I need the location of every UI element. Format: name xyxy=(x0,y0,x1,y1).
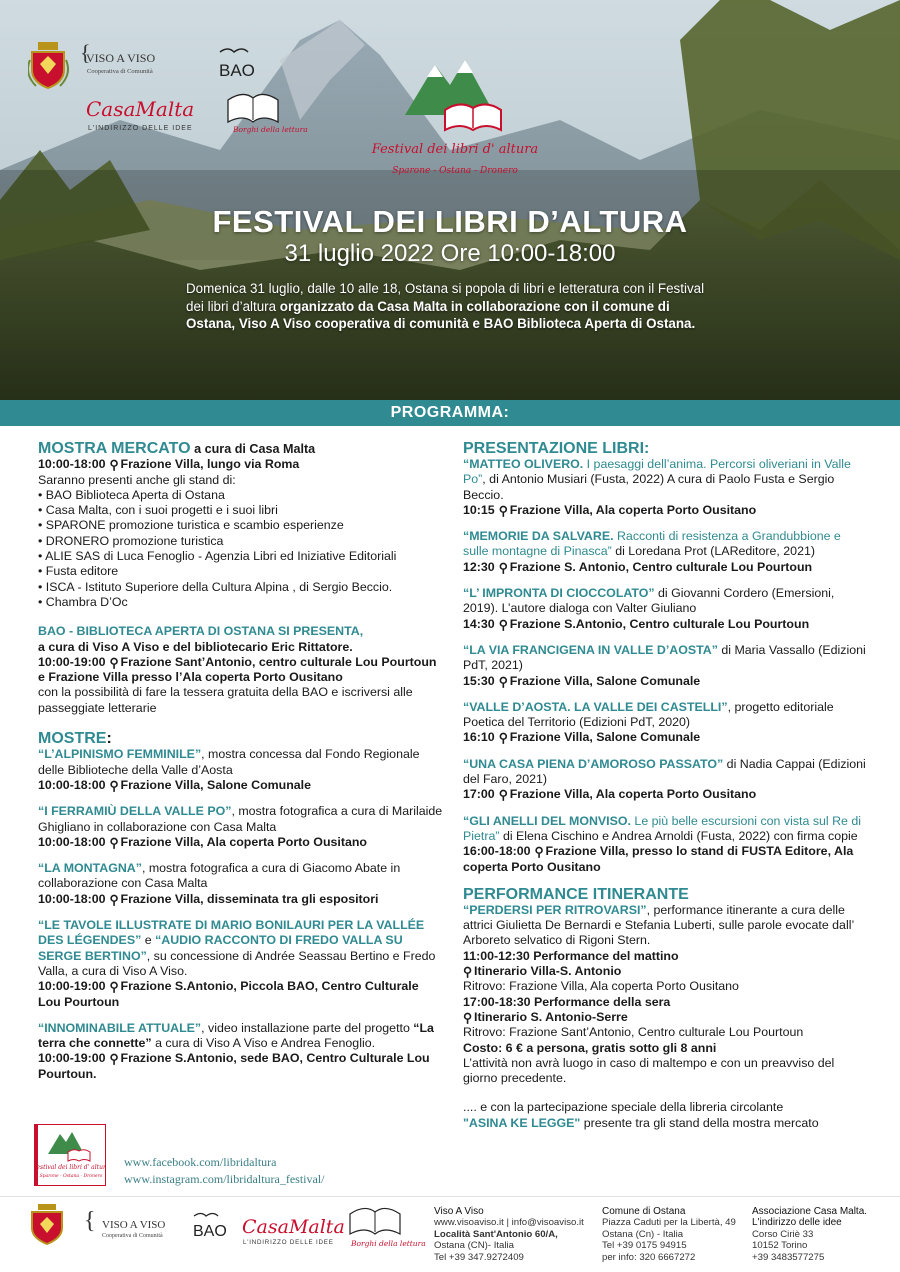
book-item: “VALLE D’AOSTA. LA VALLE DEI CASTELLI”, progetto editoriale Poetica del Territorio (Edizioni PdT, 2020) 16:10 ⚲ Frazione Villa, Salone Comunale xyxy=(463,699,834,746)
social-links xyxy=(124,1154,325,1188)
list-item: • BAO Biblioteca Aperta di Ostana xyxy=(38,487,225,502)
svg-text:CasaMalta: CasaMalta xyxy=(242,1216,345,1238)
book-icon xyxy=(350,1208,400,1234)
event-date: 31 luglio 2022 Ore 10:00-18:00 xyxy=(284,240,616,267)
section-title: MOSTRA MERCATO xyxy=(38,440,191,457)
map-pin-icon: ⚲ xyxy=(463,1010,473,1025)
festival-small-logo xyxy=(34,1124,106,1186)
footer-logos-graphic xyxy=(28,1200,428,1260)
svg-text:Cooperativa di Comunità: Cooperativa di Comunità xyxy=(87,68,153,75)
svg-text:L'INDIRIZZO DELLE IDEE: L'INDIRIZZO DELLE IDEE xyxy=(243,1239,334,1246)
svg-text:Sparone - Ostana - Dronero: Sparone - Ostana - Dronero xyxy=(39,1174,103,1179)
map-pin-icon: ⚲ xyxy=(109,1052,119,1067)
stand-list xyxy=(38,488,443,610)
svg-text:Borghi della lettura: Borghi della lettura xyxy=(351,1239,426,1248)
festival-mountain-book-icon xyxy=(355,55,555,185)
map-pin-icon: ⚲ xyxy=(498,674,508,689)
section-title: MOSTRE xyxy=(38,730,107,748)
list-item: • Chambra D’Oc xyxy=(38,594,128,609)
list-item: • Fusta editore xyxy=(38,564,119,579)
book-item: “MEMORIE DA SALVARE. Racconti di resistenza a Grandubbione e sulle montagne di Pinasca” di Loredana Prot (LAReditore, 2021) 12:30 ⚲ Frazione S. Antonio, Centro culturale Lou Pourtoun xyxy=(463,529,841,575)
book-item: “LA VIA FRANCIGENA IN VALLE D’AOSTA” di Maria Vassallo (Edizioni PdT, 2021) 15:30 ⚲ Frazione Villa, Salone Comunale xyxy=(463,642,866,689)
mostra-item: “INNOMINABILE ATTUALE”, video installazione parte del progetto “La terra che connette” a cura di Viso A Viso e Andrea Fenoglio. 10:00-19:00 ⚲ Frazione S.Antonio, sede BAO, Centro Culturale Lou Pourtoun. xyxy=(38,1020,434,1081)
festival-logo xyxy=(355,55,555,185)
svg-text:VISO A VISO: VISO A VISO xyxy=(86,51,156,65)
facebook-link[interactable]: www.facebook.com/libridaltura xyxy=(124,1155,277,1169)
map-pin-icon: ⚲ xyxy=(498,731,508,746)
section-title: PRESENTAZIONE LIBRI: xyxy=(463,440,650,457)
mostra-item: “L’ALPINISMO FEMMINILE”, mostra concessa dal Fondo Regionale delle Biblioteche della Valle d’Aosta 10:00-18:00 ⚲ Frazione Villa, Salone Comunale xyxy=(38,747,420,793)
map-pin-icon: ⚲ xyxy=(109,778,119,793)
list-item: • Casa Malta, con i suoi progetti e i suoi libri xyxy=(38,503,278,518)
book-icon xyxy=(228,94,278,122)
contact-casa-malta: Associazione Casa Malta. L'indirizzo delle idee Corso Ciriè 33 10152 Torino +39 3483577275 xyxy=(752,1206,868,1263)
contact-viso-a-viso: Viso A Viso www.visoaviso.it | info@visoaviso.it Località Sant'Antonio 60/A, Ostana (CN)- Italia Tel +39 347.9272409 xyxy=(434,1206,584,1263)
page-title: FESTIVAL DEI LIBRI D’ALTURA xyxy=(212,204,688,239)
mostra-item: “LE TAVOLE ILLUSTRATE DI MARIO BONILAURI PER LA VALLÉE DES LÉGENDES” e “AUDIO RACCONTO DI FREDO VALLA SU SERGE BERTINO”, su concessione di Andrée Seassau Bertino e Fredo Valla, a cura di Viso A Viso. 10:00-19:00 ⚲ Frazione S.Antonio, Piccola BAO, Centro Culturale Lou Pourtoun xyxy=(38,918,436,1009)
svg-text:{: { xyxy=(80,40,91,65)
contact-comune-ostana: Comune di Ostana Piazza Caduti per la Libertà, 49 Ostana (Cn) - Italia Tel +39 0175 94915 per info: 320 6667272 xyxy=(602,1206,736,1263)
map-pin-icon: ⚲ xyxy=(498,503,508,518)
intro-text: Domenica 31 luglio, dalle 10 alle 18, Ostana si popola di libri e letteratura con il Festival dei libri d’altura organizzato da Casa Malta in collaborazione con il comune di Ostana, Viso A Viso cooperativa di comunità e BAO Biblioteca Aperta di Ostana. xyxy=(186,281,705,331)
svg-text:VISO A VISO: VISO A VISO xyxy=(102,1219,166,1231)
right-column xyxy=(463,440,868,1131)
svg-text:L'INDIRIZZO DELLE IDEE: L'INDIRIZZO DELLE IDEE xyxy=(88,125,193,132)
map-pin-icon: ⚲ xyxy=(109,835,119,850)
footer-partner-logos xyxy=(28,1200,428,1260)
list-item: • DRONERO promozione turistica xyxy=(38,533,224,548)
instagram-link[interactable]: www.instagram.com/libridaltura_festival/ xyxy=(124,1172,325,1186)
list-item: • ALIE SAS di Luca Fenoglio - Agenzia Libri ed Iniziative Editoriali xyxy=(38,549,397,564)
svg-text:BAO: BAO xyxy=(219,61,255,80)
book-item: “MATTEO OLIVERO. I paesaggi dell’anima. Percorsi oliveriani in Valle Po”, di Antonio Musiari (Fusta, 2022) A cura di Paolo Fusta e Sergio Beccio. 10:15 ⚲ Frazione Villa, Ala coperta Porto Ousitano xyxy=(463,457,851,518)
mostra-item: “LA MONTAGNA”, mostra fotografica a cura di Giacomo Abate in collaborazione con Casa Malta 10:00-18:00 ⚲ Frazione Villa, disseminata tra gli espositori xyxy=(38,861,401,907)
map-pin-icon: ⚲ xyxy=(463,965,473,980)
book-item: “GLI ANELLI DEL MONVISO. Le più belle escursioni con vista sul Re di Pietra” di Elena Cischino e Andrea Arnoldi (Fusta, 2022) con firma copie 16:00-18:00 ⚲ Frazione Villa, presso lo stand di FUSTA Editore, Ala coperta Porto Ousitano xyxy=(463,813,862,874)
performance-section: PERFORMANCE ITINERANTE “PERDERSI PER RITROVARSI”, performance itinerante a cura delle attrici Giulietta De Bernardi e Stefania Luberti, sulle parole evocate dall’ Arboreto selvatico di Rigoni Stern. 11:00-12:30 Performance del mattino ⚲ Itinerario Villa-S. Antonio Ritrovo: Frazione Villa, Ala coperta Porto Ousitano 17:00-18:30 Performance della sera ⚲ Itinerario S. Antonio-Serre Ritrovo: Frazione Sant’Antonio, Centro culturale Lou Pourtoun Costo: 6 € a persona, gratis sotto gli 8 anni L’attività non avrà luogo in caso di maltempo e con un preavviso del giorno precedente. xyxy=(463,886,868,1087)
map-pin-icon: ⚲ xyxy=(498,617,508,632)
svg-text:Borghi della lettura: Borghi della lettura xyxy=(233,125,308,134)
book-item: “UNA CASA PIENA D’AMOROSO PASSATO” di Nadia Cappai (Edizioni del Faro, 2021) 17:00 ⚲ Frazione Villa, Ala coperta Porto Ousitano xyxy=(463,756,866,803)
mostra-item: “I FERRAMIÙ DELLA VALLE PO”, mostra fotografica a cura di Marilaide Ghigliano in collaborazione con Casa Malta 10:00-18:00 ⚲ Frazione Villa, Ala coperta Porto Ousitano xyxy=(38,804,443,850)
list-item: • SPARONE promozione turistica e scambio esperienze xyxy=(38,518,344,533)
mostre-section: MOSTRE: “L’ALPINISMO FEMMINILE”, mostra concessa dal Fondo Regionale delle Biblioteche della Valle d’Aosta 10:00-18:00 ⚲ Frazione Villa, Salone Comunale “I FERRAMIÙ DELLA VALLE PO”, mostra fotografica a cura di Marilaide Ghigliano in collaborazione con Casa Malta 10:00-18:00 ⚲ Frazione Villa, Ala coperta Porto Ousitano “LA MONTAGNA”, mostra fotografica a cura di Giacomo Abate in collaborazione con Casa Malta 10:00-18:00 ⚲ Frazione Villa, disseminata tra gli espositori “LE TAVOLE ILLUSTRATE DI MARIO BONILAURI PER LA VALLÉE DES LÉGENDES” e “AUDIO RACCONTO DI FREDO VALLA SU SERGE BERTINO”, su concessione di Andrée Seassau Bertino e Fredo Valla, a cura di Viso A Viso. 10:00-19:00 ⚲ Frazione S.Antonio, Piccola BAO, Centro Culturale Lou Pourtoun “INNOMINABILE ATTUALE”, video installazione parte del progetto “La terra che connette” a cura di Viso A Viso e Andrea Fenoglio. 10:00-19:00 ⚲ Frazione S.Antonio, sede BAO, Centro Culturale Lou Pourtoun. xyxy=(38,730,443,1081)
svg-text:Cooperativa di Comunità: Cooperativa di Comunità xyxy=(102,1233,163,1239)
bao-section: BAO - BIBLIOTECA APERTA DI OSTANA SI PRESENTA, a cura di Viso A Viso e del bibliotecario Eric Rittatore. 10:00-19:00 ⚲ Frazione Sant’Antonio, centro culturale Lou Pourtoun e Frazione Villa presso l’Ala coperta Porto Ousitano con la possibilità di fare la tessera gratuita della BAO e iscriversi alle passeggiate letterarie xyxy=(38,624,437,715)
partner-logos-top xyxy=(28,40,328,140)
map-pin-icon: ⚲ xyxy=(109,980,119,995)
partner-logos-graphic xyxy=(28,40,328,140)
closing-note: .... e con la partecipazione speciale della libreria circolante "ASINA KE LEGGE" presente tra gli stand della mostra mercato xyxy=(463,1100,819,1130)
programma-bar: PROGRAMMA: xyxy=(0,400,900,426)
svg-text:BAO: BAO xyxy=(193,1223,227,1240)
svg-text:Sparone - Ostana - Dronero: Sparone - Ostana - Dronero xyxy=(392,166,518,176)
map-pin-icon: ⚲ xyxy=(498,560,508,575)
map-pin-icon: ⚲ xyxy=(109,458,119,473)
list-item: • ISCA - Istituto Superiore della Cultura Alpina , di Sergio Beccio. xyxy=(38,579,393,594)
section-title: PERFORMANCE ITINERANTE xyxy=(463,885,689,903)
festival-mountain-book-icon xyxy=(34,1124,106,1186)
svg-text:Festival dei libri d' altura: Festival dei libri d' altura xyxy=(371,142,539,157)
svg-text:Festival dei libri d' altura: Festival dei libri d' altura xyxy=(34,1164,106,1171)
book-item: “L’ IMPRONTA DI CIOCCOLATO” di Giovanni Cordero (Emersioni, 2019). L’autore dialoga con Valter Giuliano 14:30 ⚲ Frazione S.Antonio, Centro culturale Lou Pourtoun xyxy=(463,586,835,632)
hero-banner xyxy=(0,0,900,400)
left-column xyxy=(38,440,443,1093)
map-pin-icon: ⚲ xyxy=(498,788,508,803)
ostana-coat-of-arms-icon xyxy=(32,1204,62,1244)
map-pin-icon: ⚲ xyxy=(109,655,119,670)
footer-divider xyxy=(0,1196,900,1197)
mostra-mercato-section: MOSTRA MERCATO a cura di Casa Malta 10:00-18:00 ⚲ Frazione Villa, lungo via Roma Saranno presenti anche gli stand di: • BAO Biblioteca Aperta di Ostana • Casa Malta, con i suoi progetti e i suoi libri • SPARONE promozione turistica e scambio esperienze • DRONERO promozione turistica • ALIE SAS di Luca Fenoglio - Agenzia Libri ed Iniziative Editoriali • Fusta editore • ISCA - Istituto Superiore della Cultura Alpina , di Sergio Beccio. • Chambra D’Oc xyxy=(38,440,443,610)
ostana-coat-of-arms-icon xyxy=(28,42,68,88)
map-pin-icon: ⚲ xyxy=(109,892,119,907)
map-pin-icon: ⚲ xyxy=(534,845,544,860)
svg-text:CasaMalta: CasaMalta xyxy=(86,97,195,121)
svg-text:{: { xyxy=(84,1208,96,1234)
